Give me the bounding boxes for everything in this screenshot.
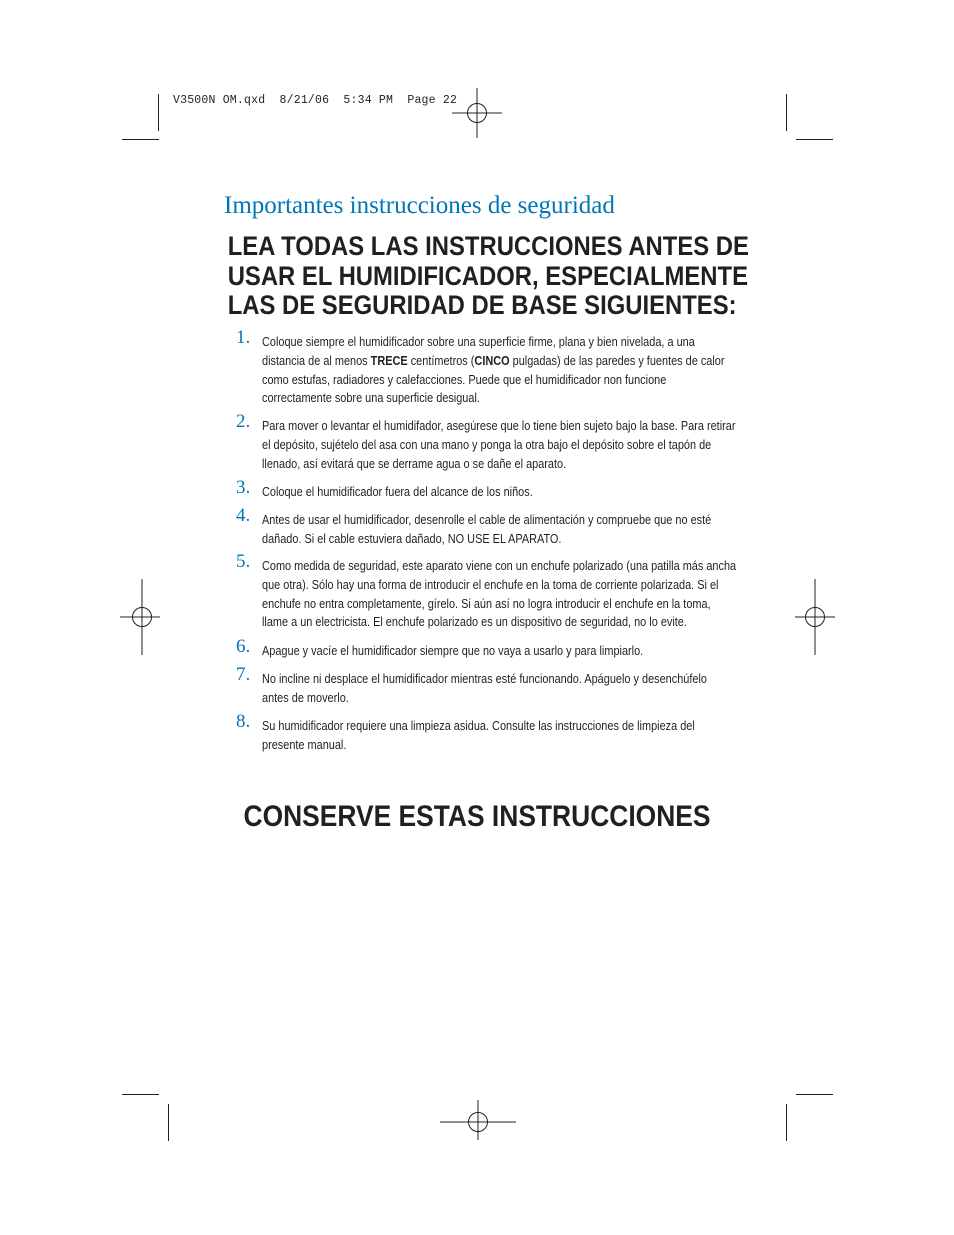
instruction-number: 6. xyxy=(236,636,251,657)
heading-line: LEA TODAS LAS INSTRUCCIONES ANTES DE xyxy=(227,231,749,261)
instruction-line: antes de moverlo. xyxy=(262,689,349,705)
instruction-line: Coloque el humidificador fuera del alcance de los niños. xyxy=(262,484,533,499)
instruction-line: llame a un electricista. El enchufe polarizado es un dispositivo de seguridad, no lo evite. xyxy=(262,614,687,630)
registration-mark-top-icon xyxy=(452,88,502,138)
instruction-line: No incline ni desplace el humidificador mientras esté funcionando. Apáguelo y desenchúfelo xyxy=(262,671,707,686)
instruction-line: Su humidificador requiere una limpieza asidua. Consulte las instrucciones de limpieza del xyxy=(262,718,695,733)
instruction-line: enchufe no entra completamente, gírelo. Si aún así no logra introducir el enchufe en la toma, xyxy=(262,595,711,611)
keep-instructions-heading: CONSERVE ESTAS INSTRUCCIONES xyxy=(243,800,711,833)
instruction-text xyxy=(262,670,726,708)
instruction-line: dañado. Si el cable estuviera dañado, NO USE EL APARATO. xyxy=(262,530,562,546)
crop-mark-top-left-vertical xyxy=(158,94,159,131)
instruction-number: 4. xyxy=(236,505,251,526)
registration-mark-bottom-icon xyxy=(440,1100,516,1140)
instruction-number: 2. xyxy=(236,411,251,432)
crop-mark-bottom-right-horizontal xyxy=(796,1094,833,1095)
emphasis-cinco: CINCO xyxy=(474,352,510,368)
crop-mark-bottom-right-vertical xyxy=(786,1104,787,1141)
crop-mark-bottom-left-vertical xyxy=(168,1104,169,1141)
heading-line: USAR EL HUMIDIFICADOR, ESPECIALMENTE xyxy=(227,260,749,291)
instruction-text xyxy=(262,417,736,473)
crop-mark-top-left-horizontal xyxy=(122,139,159,140)
emphasis-trece: TRECE xyxy=(370,352,408,368)
instruction-text xyxy=(262,483,726,502)
section-subtitle: Importantes instrucciones de seguridad xyxy=(224,192,615,219)
registration-mark-right-icon xyxy=(795,579,835,655)
text-run: pulgadas) de las paredes y fuentes de calor xyxy=(509,352,725,368)
instruction-line: el depósito, sujételo del asa con una mano y ponga la otra bajo el depósito sobre el tapón de xyxy=(262,436,712,452)
instruction-line: como estufas, radiadores y calefacciones. Puede que el humidificador non funcione xyxy=(262,371,667,387)
instruction-text xyxy=(262,717,726,755)
instruction-line: correctamente sobre una superficie desigual. xyxy=(262,390,480,406)
instruction-number: 1. xyxy=(236,327,251,348)
instruction-number: 5. xyxy=(236,551,251,572)
print-slug: V3500N OM.qxd 8/21/06 5:34 PM Page 22 xyxy=(173,94,458,107)
text-run: centímetros ( xyxy=(407,352,475,368)
instruction-text xyxy=(262,557,737,632)
instruction-line: llenado, así evitará que se derrame agua o se dañe el aparato. xyxy=(262,455,567,471)
safety-heading xyxy=(227,231,749,321)
crop-mark-top-right-horizontal xyxy=(796,139,833,140)
instruction-line: Como medida de seguridad, este aparato viene con un enchufe polarizado (una patilla más ancha xyxy=(262,558,737,573)
instruction-number: 8. xyxy=(236,711,251,732)
registration-mark-left-icon xyxy=(120,579,160,655)
text-run: distancia de al menos xyxy=(262,352,371,368)
instruction-text xyxy=(262,333,726,408)
instruction-line: Apague y vacíe el humidificador siempre que no vaya a usarlo y para limpiarlo. xyxy=(262,643,644,658)
instruction-line: Para mover o levantar el humidifador, asegúrese que lo tiene bien sujeto bajo la base. Para retirar xyxy=(262,418,736,433)
heading-line: LAS DE SEGURIDAD DE BASE SIGUIENTES: xyxy=(227,290,737,320)
instruction-line: que otra). Sólo hay una forma de introducir el enchufe en la toma de corriente polarizada. Si el xyxy=(262,576,719,592)
instruction-line xyxy=(262,352,726,371)
instruction-text xyxy=(262,642,726,661)
instruction-line: presente manual. xyxy=(262,736,347,752)
instruction-line: Antes de usar el humidificador, desenrolle el cable de alimentación y compruebe que no esté xyxy=(262,512,712,527)
crop-mark-top-right-vertical xyxy=(786,94,787,131)
instruction-number: 3. xyxy=(236,477,251,498)
instruction-number: 7. xyxy=(236,664,251,685)
instruction-text xyxy=(262,511,726,549)
crop-mark-bottom-left-horizontal xyxy=(122,1094,159,1095)
instruction-line: Coloque siempre el humidificador sobre una superficie firme, plana y bien nivelada, a una xyxy=(262,334,695,349)
